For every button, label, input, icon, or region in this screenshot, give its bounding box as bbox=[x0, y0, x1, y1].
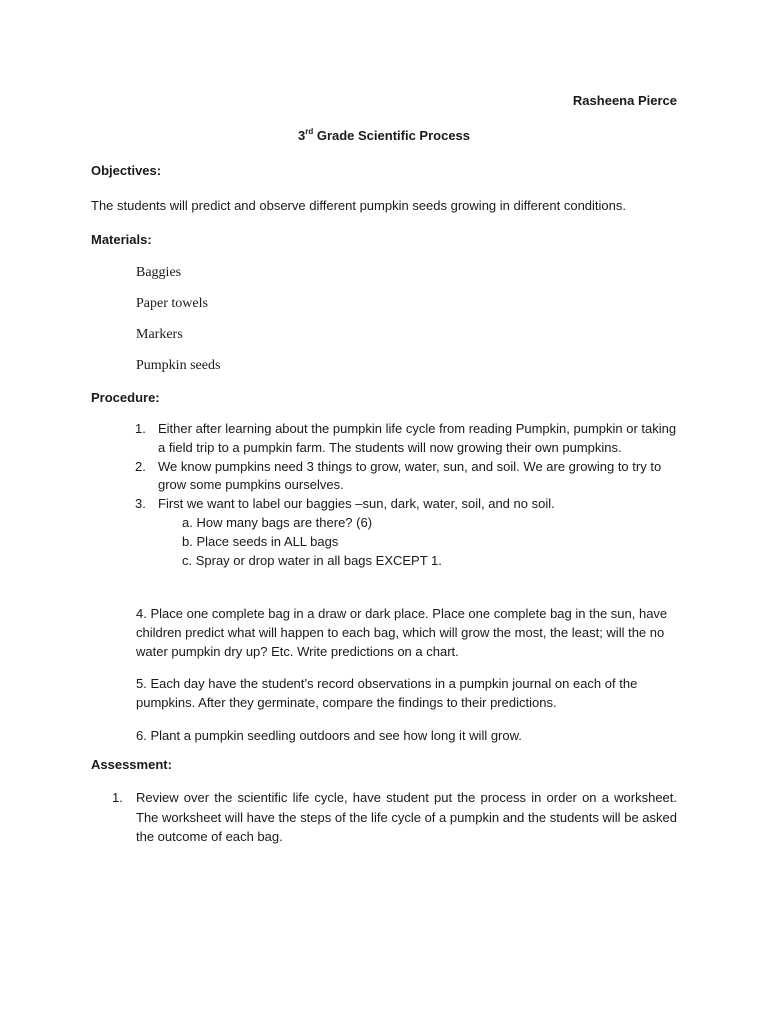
assessment-number: 1. bbox=[112, 790, 123, 805]
step-text: First we want to label our baggies –sun, dark, water, soil, and no soil. bbox=[158, 496, 555, 512]
author-name: Rasheena Pierce bbox=[572, 93, 677, 108]
step-number: 1. bbox=[135, 421, 146, 436]
substep-item: a. How many bags are there? (6) bbox=[182, 514, 373, 530]
procedure-substeps bbox=[158, 514, 680, 570]
procedure-step-6: 6. Plant a pumpkin seedling outdoors and see how long it will grow. bbox=[136, 728, 522, 743]
procedure-step-4: 4. Place one complete bag in a draw or dark place. Place one complete bag in the sun, have children predict what will happen to each bag, which will grow the most, the least; will the no water pumpkin dry up? Etc. Write predictions on a chart. bbox=[136, 606, 668, 659]
assessment-text: Review over the scientific life cycle, have student put the process in order on a worksheet. The worksheet will have the steps of the life cycle of a pumpkin and the students will be asked the outcome of each bag. bbox=[136, 790, 677, 844]
procedure-step bbox=[135, 420, 680, 458]
objectives-heading: Objectives: bbox=[91, 163, 162, 178]
step-text: Either after learning about the pumpkin life cycle from reading Pumpkin, pumpkin or taking a field trip to a pumpkin farm. The students will now growing their own pumpkins. bbox=[158, 421, 677, 455]
material-item: Pumpkin seeds bbox=[136, 358, 221, 373]
procedure-list bbox=[135, 420, 680, 570]
procedure-heading: Procedure: bbox=[91, 390, 160, 405]
material-item: Markers bbox=[136, 327, 183, 342]
objectives-text: The students will predict and observe different pumpkin seeds growing in different conditions. bbox=[91, 198, 626, 213]
substep-item: c. Spray or drop water in all bags EXCEPT 1. bbox=[182, 552, 442, 568]
materials-list bbox=[136, 264, 220, 388]
material-item: Baggies bbox=[136, 265, 182, 280]
materials-heading: Materials: bbox=[91, 232, 152, 247]
procedure-step-5: 5. Each day have the student’s record observations in a pumpkin journal on each of the pumpkins. After they germinate, compare the findings to their predictions. bbox=[136, 676, 638, 710]
title-grade-number: 3 bbox=[297, 128, 306, 143]
title-text: Grade Scientific Process bbox=[313, 128, 471, 143]
assessment-item bbox=[112, 788, 677, 847]
document-title bbox=[0, 128, 768, 143]
procedure-step bbox=[135, 495, 680, 570]
material-item: Paper towels bbox=[136, 296, 208, 311]
assessment-heading: Assessment: bbox=[91, 757, 172, 772]
substep-item: b. Place seeds in ALL bags bbox=[182, 533, 339, 549]
step-text: We know pumpkins need 3 things to grow, water, sun, and soil. We are growing to try to grow some pumpkins ourselves. bbox=[158, 458, 662, 493]
step-number: 3. bbox=[135, 496, 146, 512]
assessment-list bbox=[112, 788, 677, 847]
title-superscript: rd bbox=[305, 127, 314, 136]
procedure-step bbox=[135, 458, 680, 496]
step-number: 2. bbox=[135, 458, 146, 474]
